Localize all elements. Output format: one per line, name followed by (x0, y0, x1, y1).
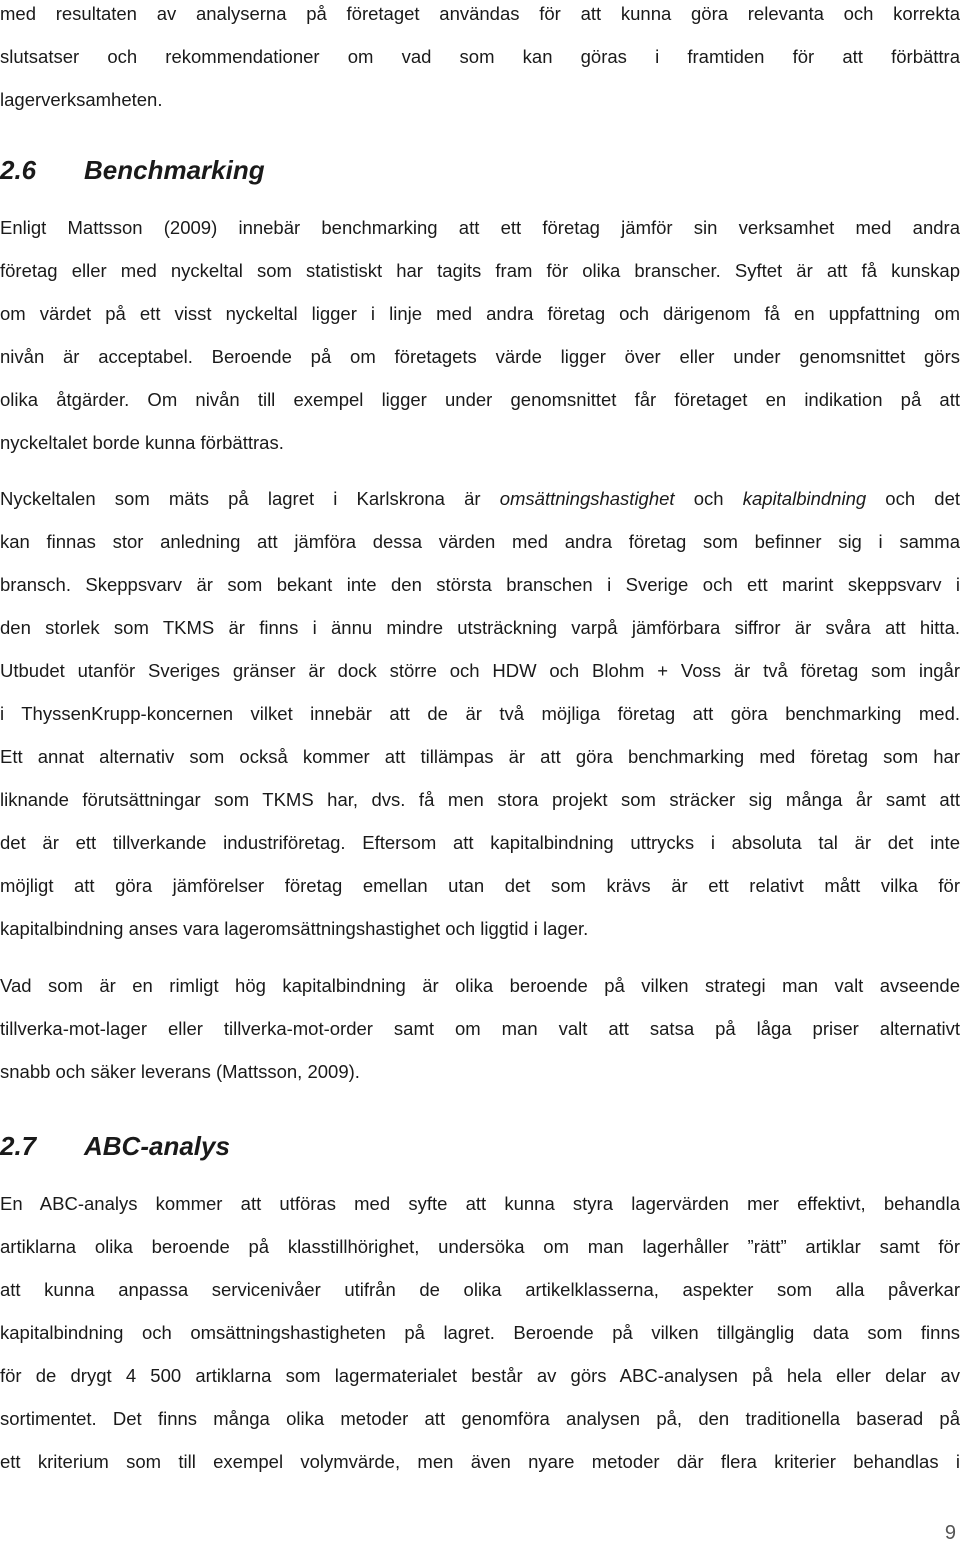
paragraph-benchmarking-3 (0, 964, 960, 1093)
text-line: med resultaten av analyserna på företaget användas för att kunna göra relevanta och korrekta (0, 3, 960, 24)
paragraph-benchmarking-2 (0, 477, 960, 950)
emphasis-term: omsättningshastighet (499, 488, 675, 509)
text-line: nyckeltalet borde kunna förbättras. (0, 432, 284, 453)
section-number: 2.7 (0, 1131, 37, 1161)
page-number: 9 (944, 1522, 956, 1544)
text-line: kan finnas stor anledning att jämföra dessa värden med andra företag som befinner sig i samma (0, 531, 960, 552)
text-line: i ThyssenKrupp-koncernen vilket innebär att de är två möjliga företag att göra benchmarking med. (0, 703, 960, 724)
text-line: företag eller med nyckeltal som statistiskt har tagits fram för olika branscher. Syftet är att få kunskap (0, 260, 960, 281)
text-line: Ett annat alternativ som också kommer att tillämpas är att göra benchmarking med företag som har (0, 746, 960, 767)
section-heading-benchmarking (0, 145, 265, 195)
section-title: Benchmarking (84, 155, 265, 185)
paragraph-abc-1 (0, 1182, 960, 1483)
text-line: för de drygt 4 500 artiklarna som lagermaterialet består av görs ABC-analysen på hela eller delar av (0, 1365, 960, 1386)
text-line: slutsatser och rekommendationer om vad som kan göras i framtiden för att förbättra (0, 46, 960, 67)
text-run: och (674, 488, 743, 509)
text-run: och det (866, 488, 960, 509)
section-title: ABC-analys (84, 1131, 230, 1161)
paragraph-intro-tail (0, 0, 960, 121)
text-line: det är ett tillverkande industriföretag. Eftersom att kapitalbindning uttrycks i absoluta tal är det inte (0, 832, 960, 853)
text-line: möjligt att göra jämförelser företag emellan utan det som krävs är ett relativt mått vilka för (0, 875, 960, 896)
paragraph-benchmarking-1 (0, 206, 960, 464)
text-line: snabb och säker leverans (Mattsson, 2009). (0, 1061, 360, 1082)
text-line: Enligt Mattsson (2009) innebär benchmarking att ett företag jämför sin verksamhet med andra (0, 217, 960, 238)
text-line: kapitalbindning och omsättningshastigheten på lagret. Beroende på vilken tillgänglig data som finns (0, 1322, 960, 1343)
text-line: om värdet på ett visst nyckeltal ligger i linje med andra företag och därigenom få en uppfattning om (0, 303, 960, 324)
text-line: Utbudet utanför Sveriges gränser är dock större och HDW och Blohm + Voss är två företag som ingår (0, 660, 960, 681)
text-line: ett kriterium som till exempel volymvärde, men även nyare metoder där flera kriterier behandlas i (0, 1451, 960, 1472)
text-line: tillverka-mot-lager eller tillverka-mot-order samt om man valt att satsa på låga priser alternativt (0, 1018, 960, 1039)
text-line: Vad som är en rimligt hög kapitalbindning är olika beroende på vilken strategi man valt avseende (0, 975, 960, 996)
text-run: Nyckeltalen som mäts på lagret i Karlskrona är (0, 488, 500, 509)
text-line: olika åtgärder. Om nivån till exempel ligger under genomsnittet får företaget en indikation på att (0, 389, 960, 410)
text-line: liknande förutsättningar som TKMS har, dvs. få men stora projekt som sträcker sig många år samt att (0, 789, 960, 810)
text-line: artiklarna olika beroende på klasstillhörighet, undersöka om man lagerhåller ”rätt” artiklar samt för (0, 1236, 960, 1257)
text-line: den storlek som TKMS är finns i ännu mindre utsträckning varpå jämförbara siffror är svåra att hitta. (0, 617, 960, 638)
text-line: sortimentet. Det finns många olika metoder att genomföra analysen på, den traditionella baserad på (0, 1408, 960, 1429)
text-line (0, 477, 960, 520)
text-line: kapitalbindning anses vara lageromsättningshastighet och liggtid i lager. (0, 918, 589, 939)
text-line: lagerverksamheten. (0, 89, 163, 110)
section-number: 2.6 (0, 155, 37, 185)
section-heading-abc (0, 1121, 230, 1171)
text-line: bransch. Skeppsvarv är som bekant inte den största branschen i Sverige och ett marint skeppsvarv i (0, 574, 960, 595)
text-line: En ABC-analys kommer att utföras med syfte att kunna styra lagervärden mer effektivt, behandla (0, 1193, 960, 1214)
emphasis-term: kapitalbindning (742, 488, 867, 509)
text-line: nivån är acceptabel. Beroende på om företagets värde ligger över eller under genomsnittet görs (0, 346, 960, 367)
text-line: att kunna anpassa servicenivåer utifrån de olika artikelklasserna, aspekter som alla påverkar (0, 1279, 960, 1300)
